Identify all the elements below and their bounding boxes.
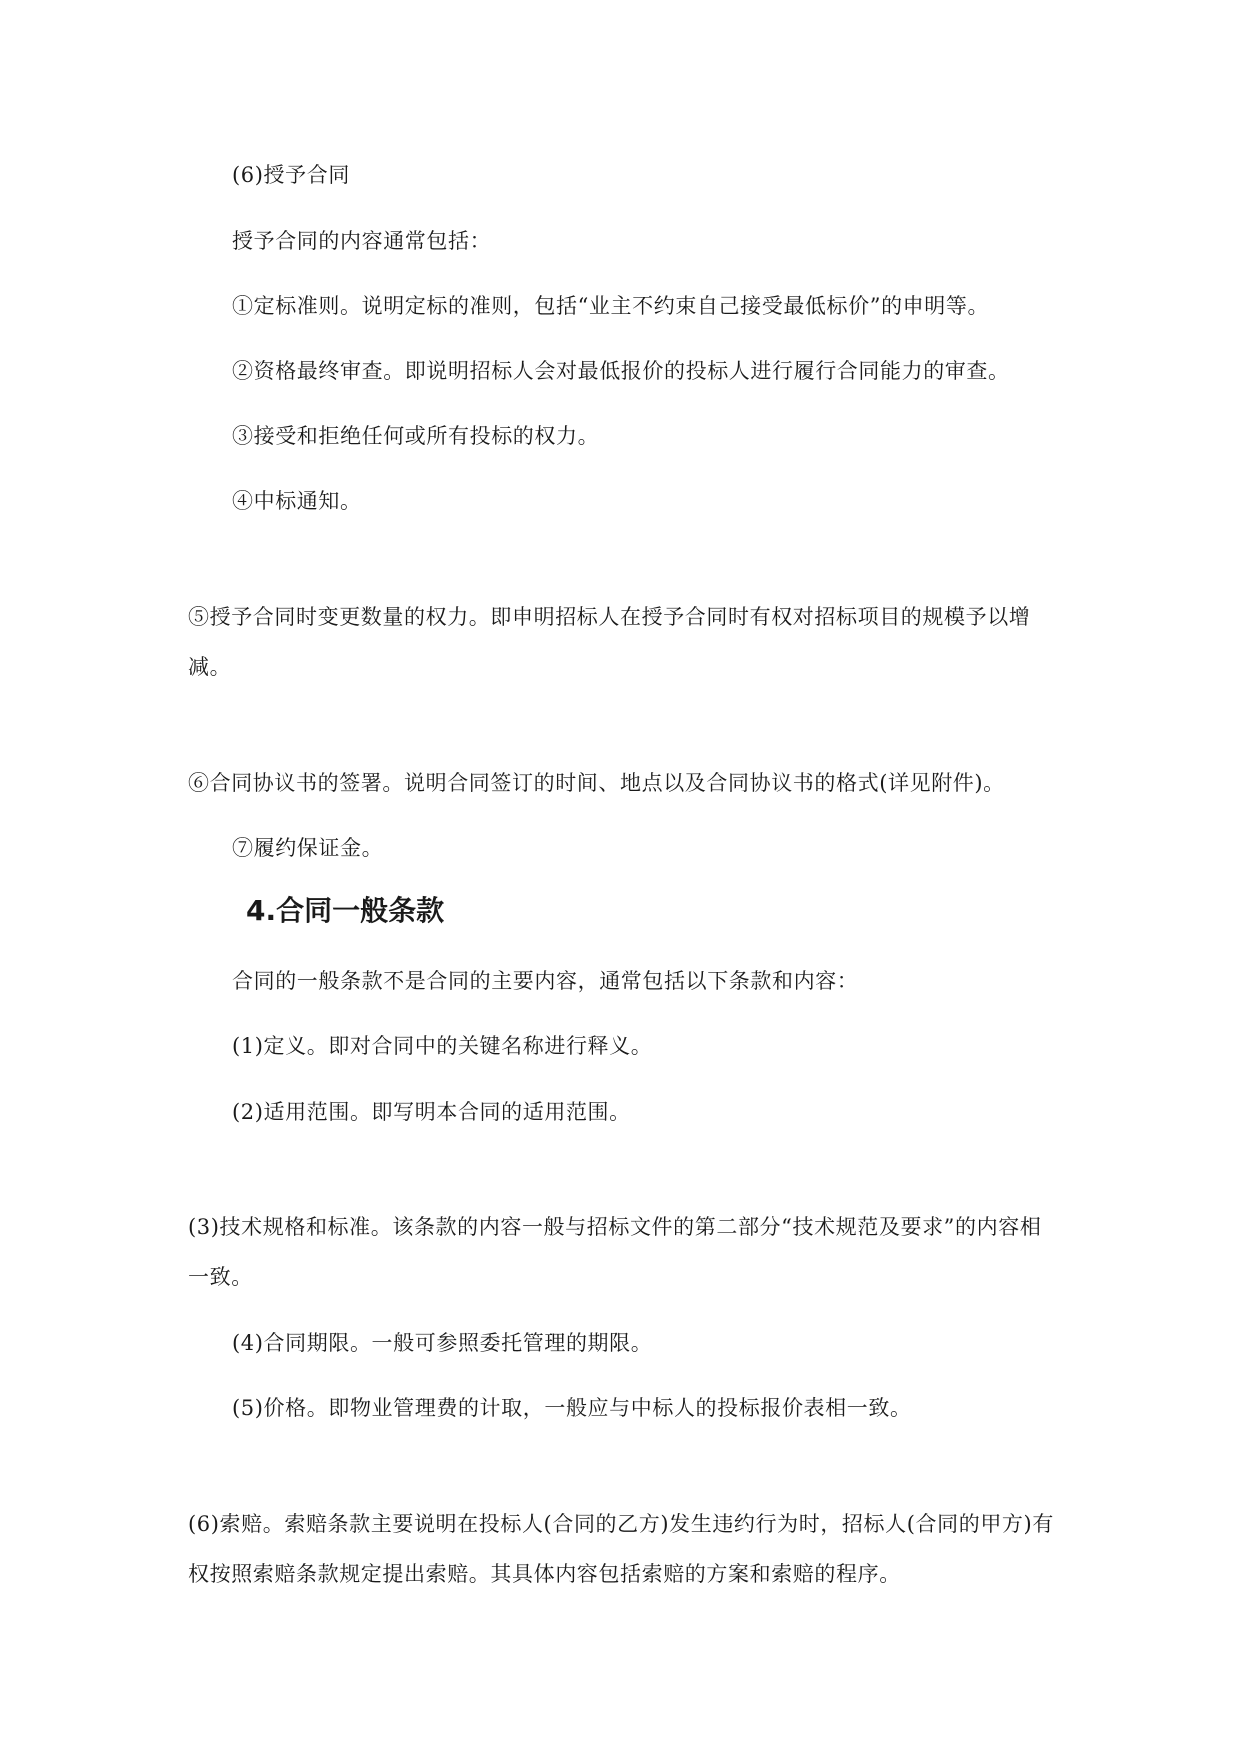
list-item-line: 减。 [188,655,232,679]
clause-item: (4)合同期限。一般可参照委托管理的期限。 [232,1331,653,1355]
clause-item: (2)适用范围。即写明本合同的适用范围。 [232,1100,631,1124]
section-heading: 4.合同一般条款 [246,894,445,927]
paragraph-intro: 授予合同的内容通常包括： [232,229,492,253]
clause-item: (5)价格。即物业管理费的计取，一般应与中标人的投标报价表相一致。 [232,1396,912,1420]
clause-item-line: 权按照索赔条款规定提出索赔。其具体内容包括索赔的方案和索赔的程序。 [188,1562,901,1586]
list-item: ⑦履约保证金。 [232,836,384,860]
subsection-title: (6)授予合同 [232,163,350,187]
list-item: ⑥合同协议书的签署。说明合同签订的时间、地点以及合同协议书的格式(详见附件)。 [188,771,1005,795]
list-item: ①定标准则。说明定标的准则，包括“业主不约束自己接受最低标价”的申明等。 [232,294,990,318]
list-item-line: ⑤授予合同时变更数量的权力。即申明招标人在授予合同时有权对招标项目的规模予以增 [188,605,1031,629]
clause-item: (1)定义。即对合同中的关键名称进行释义。 [232,1034,653,1058]
clause-item-line: (3)技术规格和标准。该条款的内容一般与招标文件的第二部分“技术规范及要求”的内容相 [188,1215,1042,1239]
list-item: ③接受和拒绝任何或所有投标的权力。 [232,424,600,448]
clause-item-line: 一致。 [188,1265,253,1289]
clause-item-line: (6)索赔。索赔条款主要说明在投标人(合同的乙方)发生违约行为时，招标人(合同的甲方)有 [188,1512,1054,1536]
list-item: ②资格最终审查。即说明招标人会对最低报价的投标人进行履行合同能力的审查。 [232,359,1010,383]
list-item: ④中标通知。 [232,489,362,513]
paragraph-intro: 合同的一般条款不是合同的主要内容，通常包括以下条款和内容： [232,969,859,993]
